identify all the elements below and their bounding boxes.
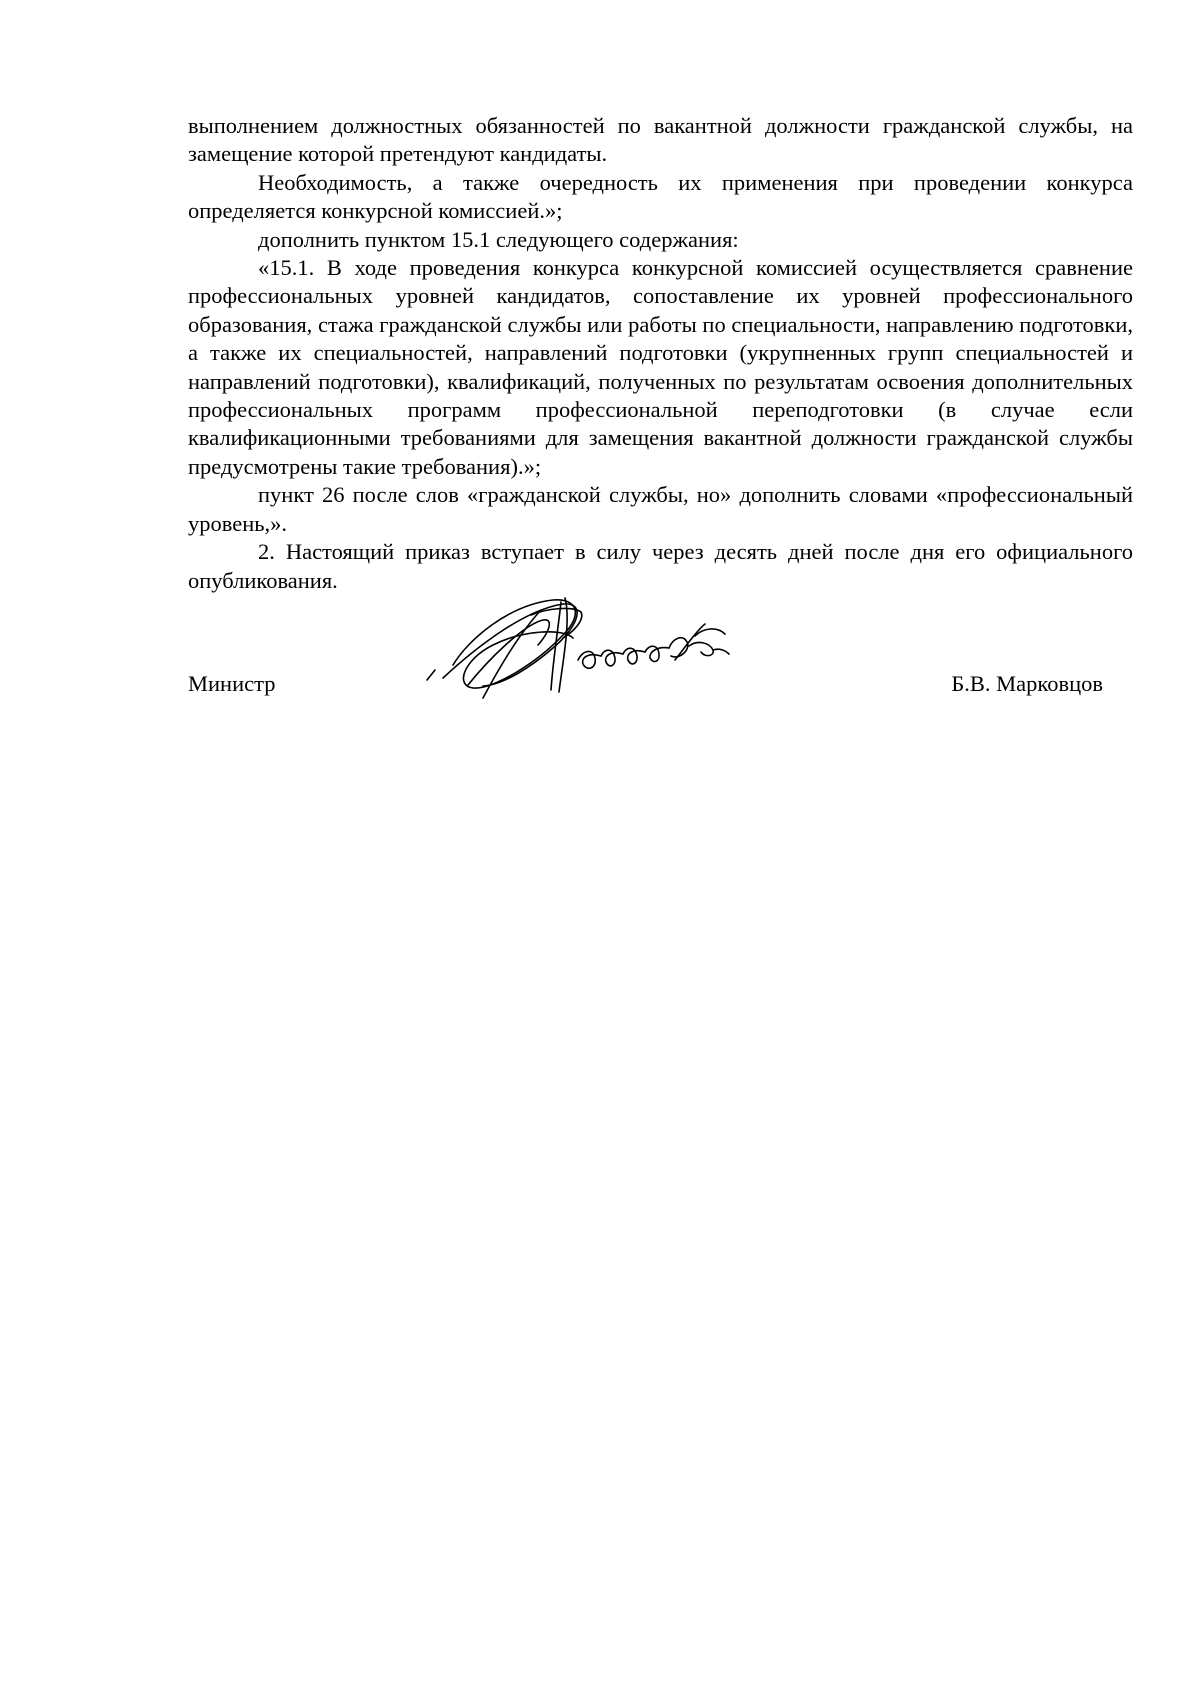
paragraph: выполнением должностных обязанностей по вакантной должности гражданской службы, на замещение которой претендуют кандидаты. [188,113,1133,167]
handwritten-signature-icon [413,590,753,710]
paragraph: «15.1. В ходе проведения конкурса конкурсной комиссией осуществляется сравнение профессиональных уровней кандидатов, сопоставление их уровней профессионального образования, стажа гражданской службы или работы по специальности, направлению подготовки, а также их специальностей, направлений подготовки (укрупненных групп специальностей и направлений подготовки), квалификаций, полученных по результатам освоения дополнительных профессиональных программ профессиональной переподготовки (в случае если квалификационными требованиями для замещения вакантной должности гражданской службы предусмотрены такие требования).»; [188,255,1133,479]
document-body [188,112,1133,595]
signatory-name: Б.В. Марковцов [951,671,1103,696]
paragraph: пункт 26 после слов «гражданской службы, но» дополнить словами «профессиональный уровень,». [188,482,1133,536]
signatory-position: Министр [188,671,276,696]
paragraph: дополнить пунктом 15.1 следующего содержания: [258,226,739,252]
signature-block [188,600,1103,710]
paragraph: 2. Настоящий приказ вступает в силу через десять дней после дня его официального опубликования. [188,539,1133,593]
paragraph: Необходимость, а также очередность их применения при проведении конкурса определяется конкурсной комиссией.»; [188,169,1133,224]
